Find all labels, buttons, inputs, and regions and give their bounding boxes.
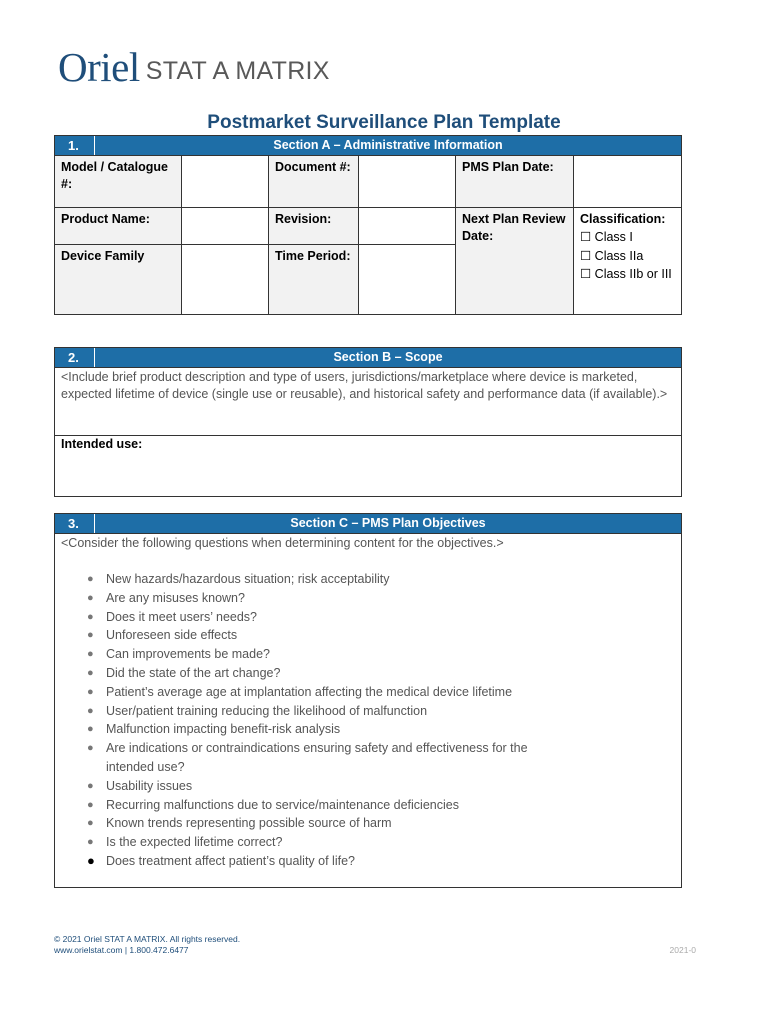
bullet-icon: ● xyxy=(87,779,94,792)
section-a-number: 1. xyxy=(55,136,95,155)
classification-label: Classification: xyxy=(580,212,666,226)
footer-copyright: © 2021 Oriel STAT A MATRIX. All rights reserved. xyxy=(54,934,241,944)
objectives-intro: <Consider the following questions when determining content for the objectives.> xyxy=(61,536,504,550)
section-b-title: Section B – Scope xyxy=(333,350,443,364)
section-b-table xyxy=(54,347,682,497)
device-family-label: Device Family xyxy=(55,245,182,314)
list-item: ● Patient’s average age at implantation affecting the medical device lifetime xyxy=(106,683,681,702)
intended-use-field[interactable] xyxy=(55,436,681,496)
section-b-number: 2. xyxy=(55,348,95,367)
bullet-icon: ● xyxy=(87,836,94,849)
pms-plan-date-label: PMS Plan Date: xyxy=(456,156,574,208)
section-c-number: 3. xyxy=(55,514,95,533)
list-item: ● Is the expected lifetime correct? xyxy=(106,833,681,852)
list-item: ● New hazards/hazardous situation; risk acceptability xyxy=(106,570,681,589)
section-a-grid xyxy=(55,156,681,314)
list-item: ● Usability issues xyxy=(106,777,681,796)
list-item: ● Did the state of the art change? xyxy=(106,664,681,683)
revision-field[interactable] xyxy=(359,208,456,245)
product-name-label: Product Name: xyxy=(55,208,182,245)
list-item: ● Are indications or contraindications ensuring safety and effectiveness for the intended use? xyxy=(87,741,528,774)
next-review-date-label: Next Plan Review Date: xyxy=(456,208,574,314)
bullet-icon: ● xyxy=(87,610,94,623)
intended-use-label: Intended use: xyxy=(61,437,143,451)
bullet-icon: ● xyxy=(87,591,94,604)
scope-description-field[interactable]: <Include brief product description and type of users, jurisdictions/marketplace where device is marketed, expected lifetime of device (single use or reusable), and historical safety and performance data (if available).> xyxy=(55,368,681,436)
bullet-icon: ● xyxy=(87,798,94,811)
time-period-label: Time Period: xyxy=(269,245,359,314)
revision-label: Revision: xyxy=(269,208,359,245)
class-i-checkbox[interactable]: ☐ Class I xyxy=(580,230,633,244)
company-logo xyxy=(58,42,330,88)
logo-tagline: STAT A MATRIX xyxy=(145,57,330,85)
footer-doc-code: 2021-0 xyxy=(669,945,696,955)
section-c-title: Section C – PMS Plan Objectives xyxy=(290,516,486,530)
list-item: ● Can improvements be made? xyxy=(106,645,681,664)
classification-cell xyxy=(574,208,681,314)
footer-contact-link[interactable]: www.orielstat.com | 1.800.472.6477 xyxy=(54,945,189,955)
document-number-label: Document #: xyxy=(269,156,359,208)
bullet-icon: ● xyxy=(87,723,94,736)
list-item: ● Does treatment affect patient’s quality of life? xyxy=(106,852,681,871)
class-iib-checkbox[interactable]: ☐ Class IIb or III xyxy=(580,267,672,281)
list-item: ● Recurring malfunctions due to service/maintenance deficiencies xyxy=(106,796,681,815)
time-period-field[interactable] xyxy=(359,245,456,314)
list-item: ● Known trends representing possible source of harm xyxy=(106,814,681,833)
list-item: ● Does it meet users’ needs? xyxy=(106,608,681,627)
footer xyxy=(54,934,240,956)
list-item: ● Malfunction impacting benefit-risk analysis xyxy=(106,720,681,739)
bullet-icon: ● xyxy=(87,666,94,679)
class-iia-checkbox[interactable]: ☐ Class IIa xyxy=(580,249,644,263)
section-c-header xyxy=(55,514,681,534)
section-a-header xyxy=(55,136,681,156)
model-catalogue-label: Model / Catalogue #: xyxy=(55,156,182,208)
model-catalogue-field[interactable] xyxy=(182,156,269,208)
bullet-icon: ● xyxy=(87,817,94,830)
list-item: ● Are any misuses known? xyxy=(106,589,681,608)
device-family-field[interactable] xyxy=(182,245,269,314)
bullet-icon: ● xyxy=(87,852,95,868)
bullet-icon: ● xyxy=(87,573,94,585)
logo-brand: Oriel xyxy=(58,44,140,90)
bullet-icon: ● xyxy=(87,742,94,755)
section-a-title: Section A – Administrative Information xyxy=(273,138,503,152)
section-a-table xyxy=(54,135,682,315)
document-title: Postmarket Surveillance Plan Template xyxy=(207,112,561,133)
list-item: ● Unforeseen side effects xyxy=(106,626,681,645)
document-number-field[interactable] xyxy=(359,156,456,208)
section-c-table xyxy=(54,513,682,888)
bullet-icon: ● xyxy=(87,685,94,698)
objectives-list xyxy=(55,570,681,871)
pms-plan-date-field[interactable] xyxy=(574,156,681,208)
bullet-icon: ● xyxy=(87,629,94,642)
section-b-header xyxy=(55,348,681,368)
list-item: ● User/patient training reducing the likelihood of malfunction xyxy=(106,702,681,721)
product-name-field[interactable] xyxy=(182,208,269,245)
bullet-icon: ● xyxy=(87,648,94,661)
bullet-icon: ● xyxy=(87,704,94,717)
